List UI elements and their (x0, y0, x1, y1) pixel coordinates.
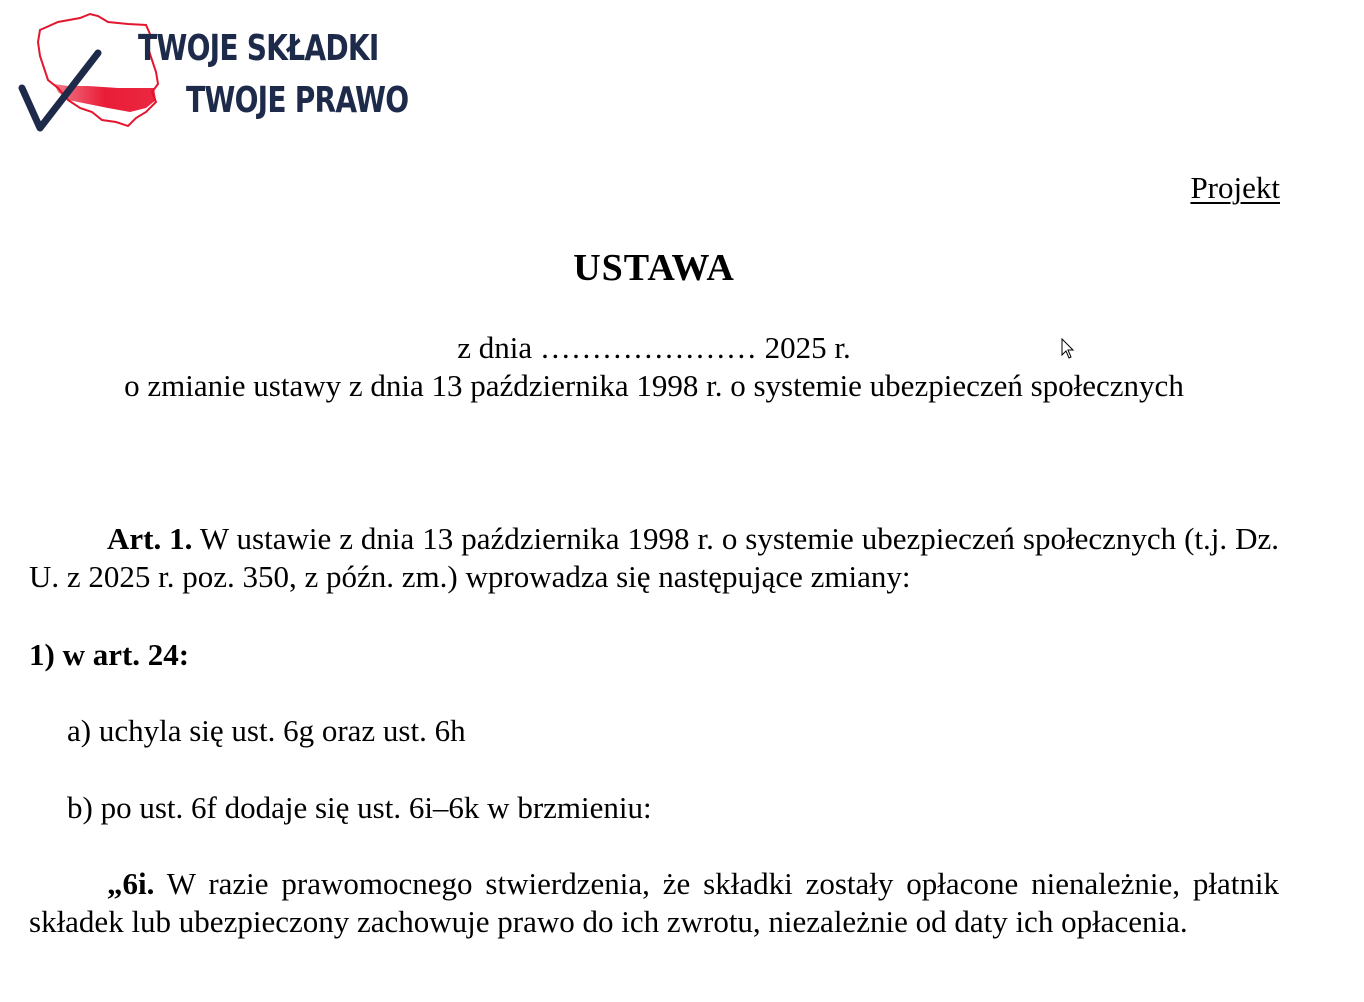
logo (18, 8, 418, 133)
article-1 (29, 520, 1279, 596)
paragraph-6i (29, 865, 1279, 941)
logo-text-line2: TWOJE PRAWO (186, 80, 409, 121)
article-1-text: W ustawie z dnia 13 października 1998 r. o systemie ubezpieczeń społecznych (t.j. Dz. U. z 2025 r. poz. 350, z późn. zm.) wprowadza się następujące zmiany: (29, 521, 1279, 594)
poland-map-icon (18, 8, 168, 133)
point-b: b) po ust. 6f dodaje się ust. 6i–6k w brzmieniu: (67, 790, 652, 825)
point-1: 1) w art. 24: (29, 637, 190, 672)
mouse-cursor-icon (1061, 338, 1075, 360)
paragraph-6i-text: W razie prawomocnego stwierdzenia, że składki zostały opłacone nienależnie, płatnik składek lub ubezpieczony zachowuje prawo do ich zwrotu, niezależnie od daty ich opłacenia. (29, 866, 1279, 939)
document-date-line: z dnia ………………… 2025 r. (457, 330, 851, 365)
document-subtitle: o zmianie ustawy z dnia 13 października 1998 r. o systemie ubezpieczeń społecznych (124, 368, 1184, 403)
paragraph-6i-heading: „6i. (107, 866, 155, 901)
document-status-label: Projekt (1190, 170, 1280, 205)
logo-text-line1: TWOJE SKŁADKI (138, 28, 379, 69)
article-1-heading: Art. 1. (107, 521, 193, 556)
document-title: USTAWA (573, 247, 735, 289)
point-a: a) uchyla się ust. 6g oraz ust. 6h (67, 713, 466, 748)
